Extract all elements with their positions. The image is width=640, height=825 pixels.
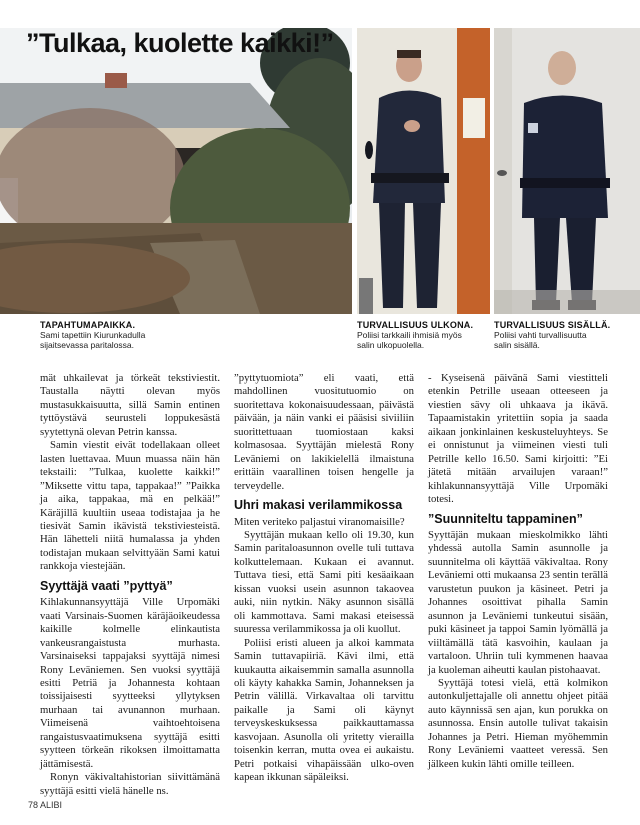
body-paragraph: mät uhkailevat ja törkeät tekstiviestit. Taustalla näytti olevan myös mustasukkaisuutta, sillä Samin entinen tyttöystävä seurusteli loppukesästä syytettynä olevan Petrin kanssa. xyxy=(40,372,220,438)
body-paragraph: Syyttäjän mukaan mieskolmikko lähti yhdessä autolla Samin asunnolle ja suunnitelma oli käyttää väkivaltaa. Rony Leväniemi otti mukaansa 23 sentin terällä varustetun puukon ja käsineet. Petri ja Johannes osoittivat pihalla Samin asunnon ja Leväniemi tunkeutui sisään, puki käsineet ja tappoi Samin lyömällä ja viiltämällä tätä kasvoihin, kaulaan ja vartaloon. Uhriin tuli kymmenen haavaa ja kuoleman aiheutti kaulan pistohaavat. xyxy=(428,528,608,676)
caption-line: Poliisi tarkkaili ihmisiä myös xyxy=(357,330,462,340)
caption-security-inside xyxy=(494,320,640,350)
caption-line: sijaitsevassa paritalossa. xyxy=(40,340,135,350)
body-paragraph: Poliisi eristi alueen ja alkoi kammata Samin tuttavapiiriä. Kävi ilmi, että kuukautta aikaisemmin samalla asunnolla oli käyty kahakka Samin, Johanneksen ja Petrin välillä. Virkavaltaa oli tarvittu paikalle ja Sami oli käynyt terveyskeskuksessa paikkauttamassa kasvojaan. Asunolla oli yritetty vierailla toisenkin kerran, mutta ovea ei aukaistu. Petri potkaisi vihapäissään ulko-oven kapean ikkunan säpäleiksi. xyxy=(234,636,414,784)
caption-title: TURVALLISUUS ULKONA. xyxy=(357,320,474,330)
caption-line: Poliisi vahti turvallisuutta xyxy=(494,330,587,340)
article-column-1 xyxy=(40,372,220,798)
body-paragraph: Syyttäjä totesi vielä, että kolmikon autonkuljettajalle oli annettu ohjeet pitää auto käynnissä sen ajan, kun porukka on asunnossa. Ensin autolle tulivat takaisin Johannes ja Petri. Hieman myöhemmin Rony Leväniemi vaatteet veressä. Sen jälkeen kukin lähti omille teilleen. xyxy=(428,676,608,770)
caption-crime-scene xyxy=(40,320,240,350)
article-headline: ”Tulkaa, kuolette kaikki!” xyxy=(26,28,334,58)
caption-line: salin sisällä. xyxy=(494,340,540,350)
section-heading: Syyttäjä vaati ”pyttyä” xyxy=(40,578,173,593)
section-heading: ”Suunniteltu tappaminen” xyxy=(428,511,583,526)
caption-security-outside xyxy=(357,320,492,350)
body-paragraph: Syyttäjän mukaan kello oli 19.30, kun Samin paritaloasunnon ovelle tuli tuttava kolkuttelemaan. Kukaan ei avannut. Tuttava tiesi, että Sami piti kesäaikaan kissan vuoksi usein asunnon takaovea auki, niin nytkin. Näky asunnon sisällä oli kammottava. Sami makasi eteisessä suuressa verilammikossa ja oli kuollut. xyxy=(234,528,414,636)
caption-title: TAPAHTUMAPAIKKA. xyxy=(40,320,136,330)
caption-line: salin ulkopuolella. xyxy=(357,340,425,350)
guard-outside-photo xyxy=(357,28,490,314)
body-paragraph: Samin viestit eivät todellakaan olleet lasten luettavaa. Muun muassa näin hän tekstaili: ”Tulkaa, kuolette kaikki!” ”Miksette vittu tapa, tappakaa!” ”Paikka ja aika, tappakaa, mä en pelkää!” Käräjillä kuultiin useaa todistajaa ja he tiesivät Samin ikävistä tekstiviesteistä. Hän lähetteli niitä humalassa ja yhden todistajan mukaan selvittyään Sami katui rankkoja viestejään. xyxy=(40,439,220,573)
body-paragraph: ”pyttytuomiota” eli vaati, että mahdollinen vuositutuomio on suoritettava kokonaisuudessaan, päivästä päivään, ja näin vanki ei pääsisi siviiliin suorittettuaan tuomiostaan kaksi kolmasosaa. Syyttäjän mielestä Rony Leväniemi on lakikielellä ilmaistuna erittäin vaarallinen toisen hengelle ja terveydelle. xyxy=(234,372,414,492)
crime-scene-photo xyxy=(0,28,352,314)
body-paragraph: - Kyseisenä päivänä Sami viestitteli etenkin Petrille useaan otteeseen ja viestien sävy oli uhkaava ja ikävä. Tapaamistakin yritettiin sopia ja saada aikaan jonkinlainen keskusteluyhteys. Se ei onnistunut ja viimeinen viesti tuli Petrille kello 16.50. Sami kirjoitti: ”Ei jätetä mitään arvailujen varaan!” kihlakunnansyyttäjä Ville Urpomäki totesi. xyxy=(428,372,608,506)
page-folio: 78 ALIBI xyxy=(28,800,63,810)
section-heading: Uhri makasi verilammikossa xyxy=(234,498,403,513)
body-paragraph: Miten veriteko paljastui viranomaisille? xyxy=(234,515,405,528)
article-column-2 xyxy=(234,372,414,785)
body-paragraph: Kihlakunnansyyttäjä Ville Urpomäki vaati Varsinais-Suomen käräjäoikeudessa kaikille kolmelle elinkautista vankeusrangaistusta murhasta. Varsinaiseksi tappajaksi syyttäjä nimesi Rony Leväniemen. Sen vuoksi syyttäjä esitti Petriä ja Johannesta kohtaan toissijaisesti syytteeksi yllytyksen murhaan tai avunannon murhaan. Viimeisenä vaihtoehtoisena rangaistusvaatimuksena syyttäjä esitti syytteen törkeän rikoksen ilmoittamatta jättämisestä. xyxy=(40,596,220,770)
article-column-3 xyxy=(428,372,608,771)
caption-line: Sami tapettiin Kiurunkadulla xyxy=(40,330,146,340)
guard-inside-photo xyxy=(494,28,640,314)
body-paragraph: Ronyn väkivaltahistorian siivittämänä syyttäjä esitti vielä hänelle ns. xyxy=(40,771,220,797)
caption-title: TURVALLISUUS SISÄLLÄ. xyxy=(494,320,611,330)
